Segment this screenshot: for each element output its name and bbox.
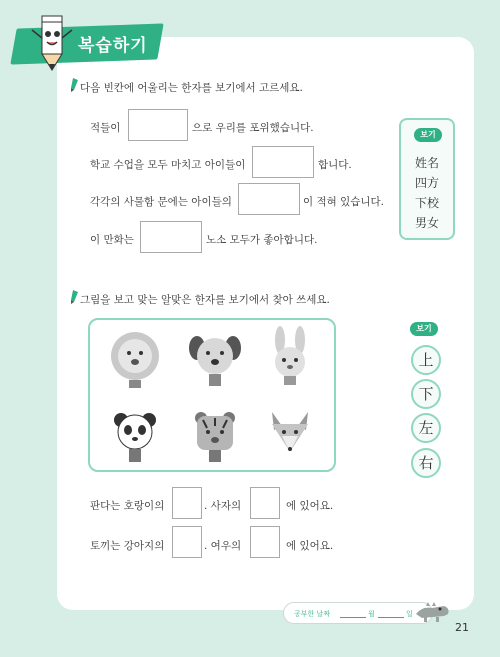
instruction-2-text: 그림을 보고 맞는 알맞은 한자를 보기에서 찾아 쓰세요.	[80, 294, 330, 306]
answer-blank-8[interactable]	[250, 526, 280, 558]
bogi-word: 下校	[414, 196, 439, 210]
instruction-1	[80, 80, 303, 95]
hanja-choice: 右	[411, 448, 441, 478]
bogi-word: 男女	[414, 216, 439, 230]
sentence-6-part3: 에 있어요.	[286, 540, 334, 552]
sentence-6-part1: 토끼는 강아지의	[90, 540, 165, 552]
sentence-6-part2: . 여우의	[204, 540, 242, 552]
hanja-choice: 左	[411, 413, 441, 443]
bogi-label-1: 보기	[414, 128, 442, 142]
month-label: 월	[368, 610, 375, 618]
sentence-4-before: 이 만화는	[90, 234, 134, 246]
pencil-mascot-icon	[30, 14, 74, 74]
animal-picture-panel	[88, 318, 336, 472]
hanja-choice: 下	[411, 379, 441, 409]
answer-blank-4[interactable]	[140, 221, 202, 253]
bogi-word: 姓名	[414, 156, 439, 170]
answer-blank-3[interactable]	[238, 183, 300, 215]
word-box-1	[399, 118, 455, 240]
fox-icon	[260, 404, 320, 464]
answer-blank-5[interactable]	[172, 487, 202, 519]
answer-blank-2[interactable]	[252, 146, 314, 178]
hanja-choice: 上	[411, 345, 441, 375]
panda-icon	[105, 404, 165, 464]
pencil-icon	[70, 290, 80, 305]
study-date-label: 공부한 날짜	[294, 610, 331, 618]
month-underline	[340, 617, 366, 618]
sentence-2-before: 학교 수업을 모두 마치고 아이들이	[90, 159, 246, 171]
pencil-icon	[70, 78, 80, 93]
sentence-4-after: 노소 모두가 좋아합니다.	[206, 234, 318, 246]
sentence-1-after: 으로 우리를 포위했습니다.	[192, 122, 314, 134]
sentence-3-after: 이 적혀 있습니다.	[303, 196, 385, 208]
day-underline	[378, 617, 404, 618]
answer-blank-7[interactable]	[172, 526, 202, 558]
rabbit-icon	[260, 326, 320, 386]
lion-icon	[105, 328, 165, 388]
day-label: 일	[406, 610, 413, 618]
sentence-2-after: 합니다.	[318, 159, 352, 171]
tiger-icon	[185, 404, 245, 464]
bogi-word: 四方	[414, 176, 439, 190]
sentence-1-before: 적들이	[90, 122, 121, 134]
dog-icon	[185, 328, 245, 388]
bogi-label-2: 보기	[410, 322, 438, 336]
sentence-5-part3: 에 있어요.	[286, 500, 334, 512]
answer-blank-6[interactable]	[250, 487, 280, 519]
instruction-2	[80, 292, 330, 307]
sentence-3-before: 각각의 사물함 문에는 아이들의	[90, 196, 232, 208]
page-number: 21	[455, 621, 469, 634]
sentence-5-part1: 판다는 호랑이의	[90, 500, 165, 512]
sentence-5-part2: . 사자의	[204, 500, 242, 512]
answer-blank-1[interactable]	[128, 109, 188, 141]
instruction-1-text: 다음 빈칸에 어울리는 한자를 보기에서 고르세요.	[80, 82, 303, 94]
page-title: 복습하기	[78, 36, 148, 56]
study-date-field[interactable]	[283, 602, 433, 624]
crocodile-icon	[414, 598, 452, 624]
